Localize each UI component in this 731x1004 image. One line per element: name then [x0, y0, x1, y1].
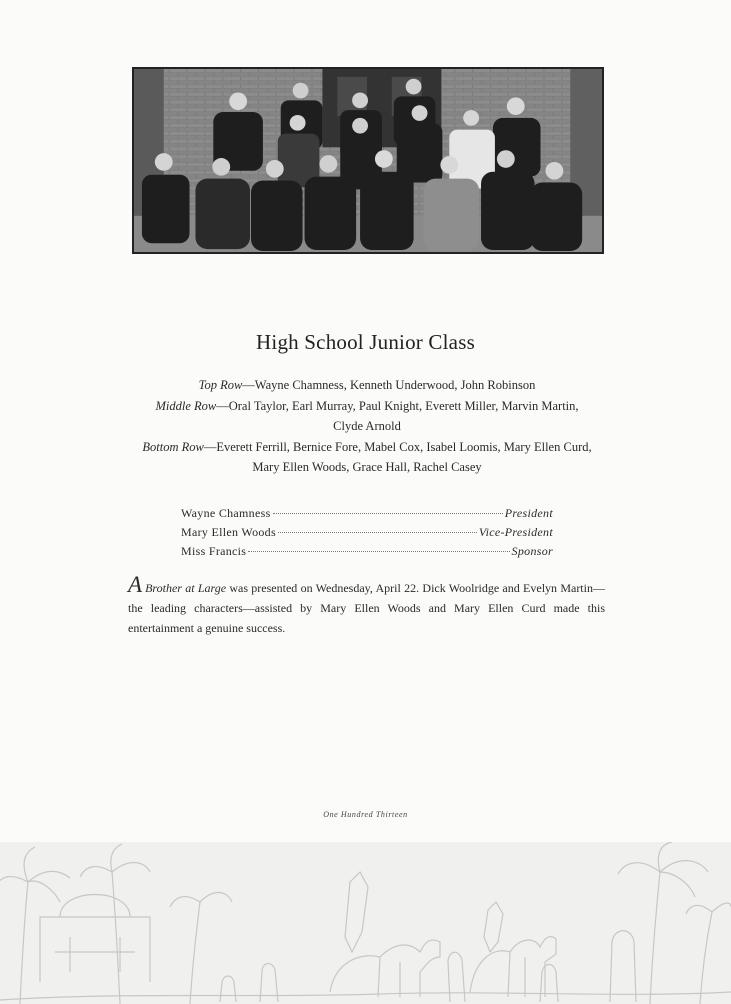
- page-title: High School Junior Class: [256, 330, 475, 354]
- bottom-row-caption: Bottom Row—Everett Ferrill, Bernice Fore, Mabel Cox, Isabel Loomis, Mary Ellen Curd,: [142, 439, 592, 454]
- play-title: Brother at Large: [145, 581, 227, 595]
- row-label: Middle Row: [155, 398, 217, 413]
- desert-illustration-icon: [0, 842, 731, 1004]
- officer-row: [181, 523, 553, 542]
- drop-cap: A: [128, 572, 143, 597]
- caption-rows: [126, 375, 608, 478]
- class-photograph: [132, 67, 604, 254]
- officer-name: Miss Francis: [181, 544, 247, 558]
- leader-dots: [278, 532, 477, 533]
- middle-row-continuation: Clyde Arnold: [333, 419, 401, 433]
- middle-row-caption: Middle Row—Oral Taylor, Earl Murray, Paul Knight, Everett Miller, Marvin Martin,: [155, 398, 579, 413]
- officer-role: Sponsor: [511, 544, 553, 558]
- leader-dots: [248, 551, 509, 552]
- row-label: Top Row: [198, 378, 243, 392]
- bottom-row-continuation: Mary Ellen Woods, Grace Hall, Rachel Casey: [252, 460, 482, 474]
- leader-dots: [273, 513, 503, 514]
- play-paragraph: [128, 572, 605, 638]
- top-row-caption: Top Row—Wayne Chamness, Kenneth Underwood, John Robinson: [198, 378, 536, 392]
- row-names: Wayne Chamness, Kenneth Underwood, John Robinson: [254, 378, 536, 392]
- officers-list: [181, 504, 553, 561]
- officer-name: Wayne Chamness: [181, 506, 271, 520]
- row-label: Bottom Row: [142, 439, 204, 454]
- page-number: One Hundred Thirteen: [323, 810, 408, 819]
- row-names: Oral Taylor, Earl Murray, Paul Knight, Everett Miller, Marvin Martin,: [228, 398, 579, 413]
- officer-role: Vice-President: [478, 525, 553, 539]
- officer-name: Mary Ellen Woods: [181, 525, 276, 539]
- officer-role: President: [504, 506, 553, 520]
- paragraph-text: was presented on Wednesday, April 22. Dick Woolridge and Evelyn Martin—the leading characters—assisted by Mary Ellen Woods and Mary Ellen Curd made this entertainment a genuine success.: [128, 581, 605, 635]
- class-photograph-image: [134, 69, 602, 252]
- desert-caravan-illustration: [0, 842, 731, 1004]
- officer-row: [181, 542, 553, 561]
- officer-row: [181, 504, 553, 523]
- row-names: Everett Ferrill, Bernice Fore, Mabel Cox, Isabel Loomis, Mary Ellen Curd,: [216, 439, 592, 454]
